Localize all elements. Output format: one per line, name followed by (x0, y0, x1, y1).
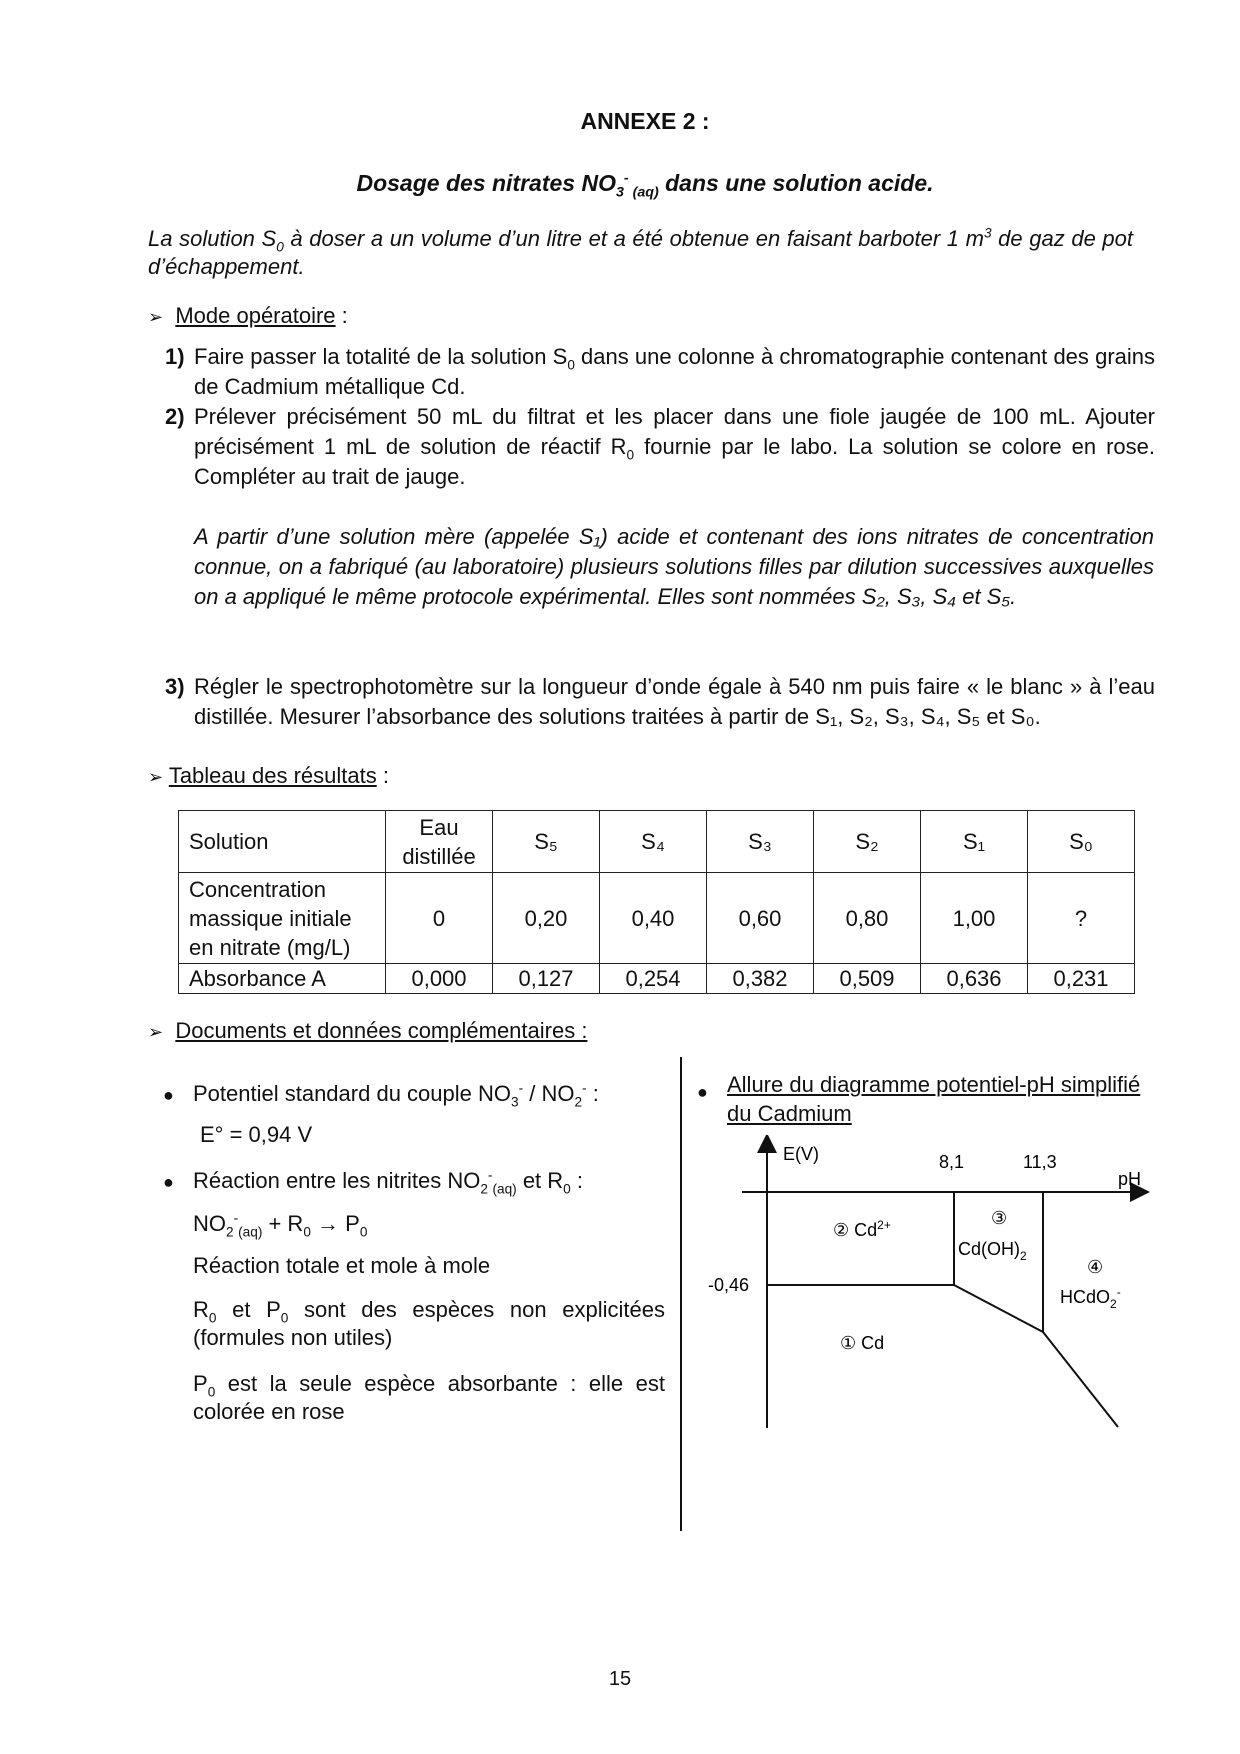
page-title: Dosage des nitrates $NO_3^-$ $_{(aq)}$ dans une solution acide. (356, 170, 934, 201)
results-table (178, 810, 1135, 994)
reaction-equation: $NO_2^-_{(aq)} + R_0 \to P_0$ (193, 1210, 368, 1240)
reaction-line: Réaction entre les nitrites $NO_2^-_{(aq)}$ et $R_0$ : (193, 1167, 583, 1197)
arrow-bullet-icon: ➢ (148, 1022, 164, 1042)
zone-2-label: ② $Cd^{2+}$ (833, 1218, 891, 1240)
ph-tick-11-3: 11,3 (1023, 1152, 1057, 1172)
step-1: 1) Faire passer la totalité de la solution $S_0$ dans une colonne à chromatographie contenant des grains de Cadmium métallique Cd. (165, 344, 1155, 399)
table-row: Solution Eau distillée S₅ S₄ S₃ S₂ S₁ S₀ (179, 811, 1135, 873)
step-2: 2) Prélever précisément 50 mL du filtrat et les placer dans une fiole jaugée de 100 mL. Ajouter précisément 1 mL de solution de réactif $R_0$ fournie par le labo. La solution se colore en rose. Compléter au trait de jauge. (165, 404, 1155, 489)
arrow-bullet-icon: ➢ (148, 767, 164, 787)
e-tick-value: -0,46 (708, 1275, 750, 1295)
arrow-bullet-icon: ➢ (148, 307, 164, 327)
zone-4-number: ④ (1087, 1257, 1104, 1277)
diagram-title: Allure du diagramme potentiel-pH simplifié du Cadmium (727, 1072, 1141, 1126)
bullet-icon: ● (163, 1085, 174, 1105)
annexe-heading: ANNEXE 2 : (580, 108, 710, 134)
potential-value: E° = 0,94 V (200, 1122, 313, 1147)
intro-paragraph: La solution $S_0$ à doser a un volume d’un litre et a été obtenue en faisant barboter 1 $m^3$ de gaz de pot d’échappement. (148, 225, 1134, 279)
x-axis-label: pH (1118, 1169, 1142, 1189)
mode-operatoire-heading: ➢ Mode opératoire : (148, 303, 348, 328)
potential-line: Potentiel standard du couple $NO_3^- / NO_2^-$ : (193, 1080, 599, 1110)
bullet-icon: ● (697, 1082, 708, 1102)
potential-ph-diagram (690, 1135, 1160, 1435)
cd-oh2-boundary (954, 1285, 1043, 1332)
r0-p0-note: $R_0$ et $P_0$ sont des espèces non explicitées (formules non utiles) (193, 1297, 665, 1350)
table-row: Absorbance A 0,000 0,127 0,254 0,382 0,509 0,636 0,231 (179, 964, 1135, 994)
reaction-total: Réaction totale et mole à mole (193, 1253, 491, 1278)
documents-heading: ➢ Documents et données complémentaires : (148, 1018, 588, 1043)
p0-note: $P_0$ est la seule espèce absorbante : elle est colorée en rose (193, 1371, 665, 1424)
step-3: 3) Régler le spectrophotomètre sur la longueur d’onde égale à 540 nm puis faire « le blanc » à l’eau distillée. Mesurer l’absorbance des solutions traitées à partir de S₁, S₂, S₃, S₄, S₅ et S₀. (165, 674, 1155, 729)
y-axis-label: E(V) (783, 1144, 819, 1164)
table-row: Concentration massique initiale en nitrate (mg/L) 0 0,20 0,40 0,60 0,80 1,00 ? (179, 873, 1135, 964)
page-number: 15 (608, 1668, 632, 1690)
bullet-icon: ● (163, 1172, 174, 1192)
zone-3-label: $Cd(OH)_2$ (958, 1239, 1027, 1263)
zone-3-number: ③ (991, 1208, 1008, 1228)
italic-paragraph: A partir d’une solution mère (appelée S₁) acide et contenant des ions nitrates de concentration connue, on a fabriqué (au laboratoire) plusieurs solutions filles par dilution successives auxquelles on a appliqué le même protocole expérimental. Elles sont nommées S₂, S₃, S₄ et S₅. (194, 524, 1154, 609)
results-heading: ➢ Tableau des résultats : (148, 763, 389, 788)
column-divider (680, 1057, 682, 1531)
ph-tick-8-1: 8,1 (939, 1152, 965, 1172)
zone-4-label: HCdO$_2$- (1060, 1285, 1121, 1311)
hcdo2-boundary (1043, 1332, 1118, 1427)
zone-1-label: ① Cd (840, 1333, 885, 1353)
